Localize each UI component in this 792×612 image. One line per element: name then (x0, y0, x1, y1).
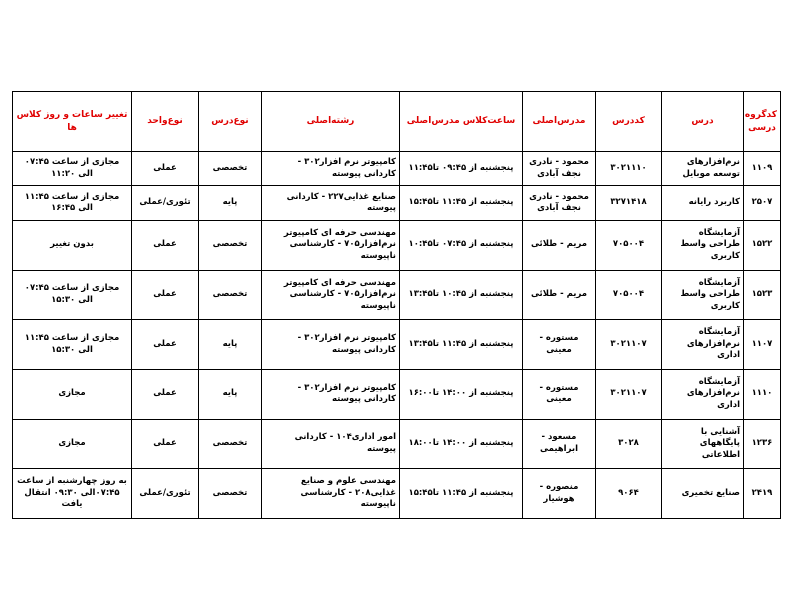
teacher-cell: مریم - طلائی (523, 270, 596, 320)
code-cell: ۳۰۲۱۱۰۷ (596, 369, 662, 419)
course-cell: آزمایشگاه نرم‌افزارهای اداری (662, 320, 744, 370)
course-cell: آزمایشگاه طراحی واسط کاربری (662, 220, 744, 270)
change-cell: مجازی از ساعت ۱۱:۴۵ الی ۱۶:۴۵ (13, 186, 132, 220)
course-cell: کاربرد رایانه (662, 186, 744, 220)
type-cell: تخصصی (199, 469, 262, 519)
code-cell: ۹۰۶۴ (596, 469, 662, 519)
table-row (13, 186, 781, 220)
course-cell: نرم‌افزارهای توسعه موبایل (662, 152, 744, 186)
type-cell: پایه (199, 186, 262, 220)
time-cell: پنجشنبه از ۱۴:۰۰ تا۱۸:۰۰ (400, 419, 523, 469)
table-row (13, 270, 781, 320)
unit-cell: عملی (132, 419, 199, 469)
group-cell: ۲۵۰۷ (744, 186, 781, 220)
teacher-cell: مریم - طلائی (523, 220, 596, 270)
change-cell: مجازی از ساعت ۰۷:۴۵ الی ۱۵:۳۰ (13, 270, 132, 320)
major-cell: مهندسی حرفه ای کامپیوتر نرم‌افزار۷۰۵ - کارشناسی ناپیوسته (262, 270, 400, 320)
type-cell: تخصصی (199, 220, 262, 270)
type-cell: تخصصی (199, 419, 262, 469)
header-course: درس (662, 92, 744, 152)
unit-cell: تئوری/عملی (132, 469, 199, 519)
unit-cell: تئوری/عملی (132, 186, 199, 220)
header-teacher: مدرس‌اصلی (523, 92, 596, 152)
group-cell: ۱۱۱۰ (744, 369, 781, 419)
major-cell: کامپیوتر نرم افزار۳۰۲ - کاردانی پیوسته (262, 369, 400, 419)
group-cell: ۱۱۰۷ (744, 320, 781, 370)
change-cell: مجازی (13, 419, 132, 469)
teacher-cell: مستوره - معینی (523, 320, 596, 370)
code-cell: ۷۰۵۰۰۴ (596, 270, 662, 320)
major-cell: کامپیوتر نرم افزار۳۰۲ - کاردانی پیوسته (262, 152, 400, 186)
type-cell: تخصصی (199, 152, 262, 186)
teacher-cell: محمود - نادری نجف آبادی (523, 186, 596, 220)
code-cell: ۳۰۲۸ (596, 419, 662, 469)
change-cell: به روز چهارشنبه از ساعت ۰۷:۴۵الی ۰۹:۳۰ انتقال یافت (13, 469, 132, 519)
header-change: تغییر ساعات و روز کلاس ها (13, 92, 132, 152)
code-cell: ۳۰۲۱۱۱۰ (596, 152, 662, 186)
time-cell: پنجشنبه از ۱۱:۴۵ تا۱۳:۴۵ (400, 320, 523, 370)
header-type: نوع‌درس (199, 92, 262, 152)
change-cell: بدون تغییر (13, 220, 132, 270)
code-cell: ۳۲۷۱۴۱۸ (596, 186, 662, 220)
unit-cell: عملی (132, 270, 199, 320)
code-cell: ۳۰۲۱۱۰۷ (596, 320, 662, 370)
group-cell: ۱۵۲۳ (744, 270, 781, 320)
header-unit: نوع‌واحد (132, 92, 199, 152)
teacher-cell: منصوره - هوشیار (523, 469, 596, 519)
time-cell: پنجشنبه از ۱۰:۴۵ تا۱۳:۴۵ (400, 270, 523, 320)
type-cell: تخصصی (199, 270, 262, 320)
group-cell: ۱۱۰۹ (744, 152, 781, 186)
change-cell: مجازی از ساعت ۰۷:۴۵ الی ۱۱:۲۰ (13, 152, 132, 186)
change-cell: مجازی از ساعت ۱۱:۴۵ الی ۱۵:۳۰ (13, 320, 132, 370)
header-time: ساعت‌کلاس مدرس‌اصلی (400, 92, 523, 152)
unit-cell: عملی (132, 320, 199, 370)
header-major: رشته‌اصلی (262, 92, 400, 152)
schedule-table (12, 91, 781, 519)
course-cell: آشنایی با پایگاههای اطلاعاتی (662, 419, 744, 469)
time-cell: پنجشنبه از ۱۱:۴۵ تا۱۵:۴۵ (400, 469, 523, 519)
header-code: کددرس (596, 92, 662, 152)
teacher-cell: مسعود - ابراهیمی (523, 419, 596, 469)
table-row (13, 220, 781, 270)
header-group: کدگروه درسی (744, 92, 781, 152)
time-cell: پنجشنبه از ۱۱:۴۵ تا۱۵:۴۵ (400, 186, 523, 220)
major-cell: صنایع غذایی۲۲۷ - کاردانی پیوسته (262, 186, 400, 220)
unit-cell: عملی (132, 220, 199, 270)
group-cell: ۱۵۲۲ (744, 220, 781, 270)
major-cell: امور اداری۱۰۴ - کاردانی پیوسته (262, 419, 400, 469)
time-cell: پنجشنبه از ۱۴:۰۰ تا۱۶:۰۰ (400, 369, 523, 419)
time-cell: پنجشنبه از ۰۹:۴۵ تا۱۱:۴۵ (400, 152, 523, 186)
header-row (13, 92, 781, 152)
table-row (13, 469, 781, 519)
type-cell: پایه (199, 320, 262, 370)
table-row (13, 320, 781, 370)
table-row (13, 369, 781, 419)
table-row (13, 152, 781, 186)
change-cell: مجازی (13, 369, 132, 419)
unit-cell: عملی (132, 369, 199, 419)
major-cell: مهندسی علوم و صنایع غذایی۲۰۸ - کارشناسی ناپیوسته (262, 469, 400, 519)
course-cell: صنایع تخمیری (662, 469, 744, 519)
table-row (13, 419, 781, 469)
major-cell: مهندسی حرفه ای کامپیوتر نرم‌افزار۷۰۵ - کارشناسی ناپیوسته (262, 220, 400, 270)
group-cell: ۱۲۳۶ (744, 419, 781, 469)
type-cell: پایه (199, 369, 262, 419)
course-cell: آزمایشگاه طراحی واسط کاربری (662, 270, 744, 320)
time-cell: پنجشنبه از ۰۷:۴۵ تا۱۰:۴۵ (400, 220, 523, 270)
group-cell: ۲۴۱۹ (744, 469, 781, 519)
unit-cell: عملی (132, 152, 199, 186)
teacher-cell: مستوره - معینی (523, 369, 596, 419)
teacher-cell: محمود - نادری نجف آبادی (523, 152, 596, 186)
course-cell: آزمایشگاه نرم‌افزارهای اداری (662, 369, 744, 419)
major-cell: کامپیوتر نرم افزار۳۰۲ - کاردانی پیوسته (262, 320, 400, 370)
code-cell: ۷۰۵۰۰۴ (596, 220, 662, 270)
